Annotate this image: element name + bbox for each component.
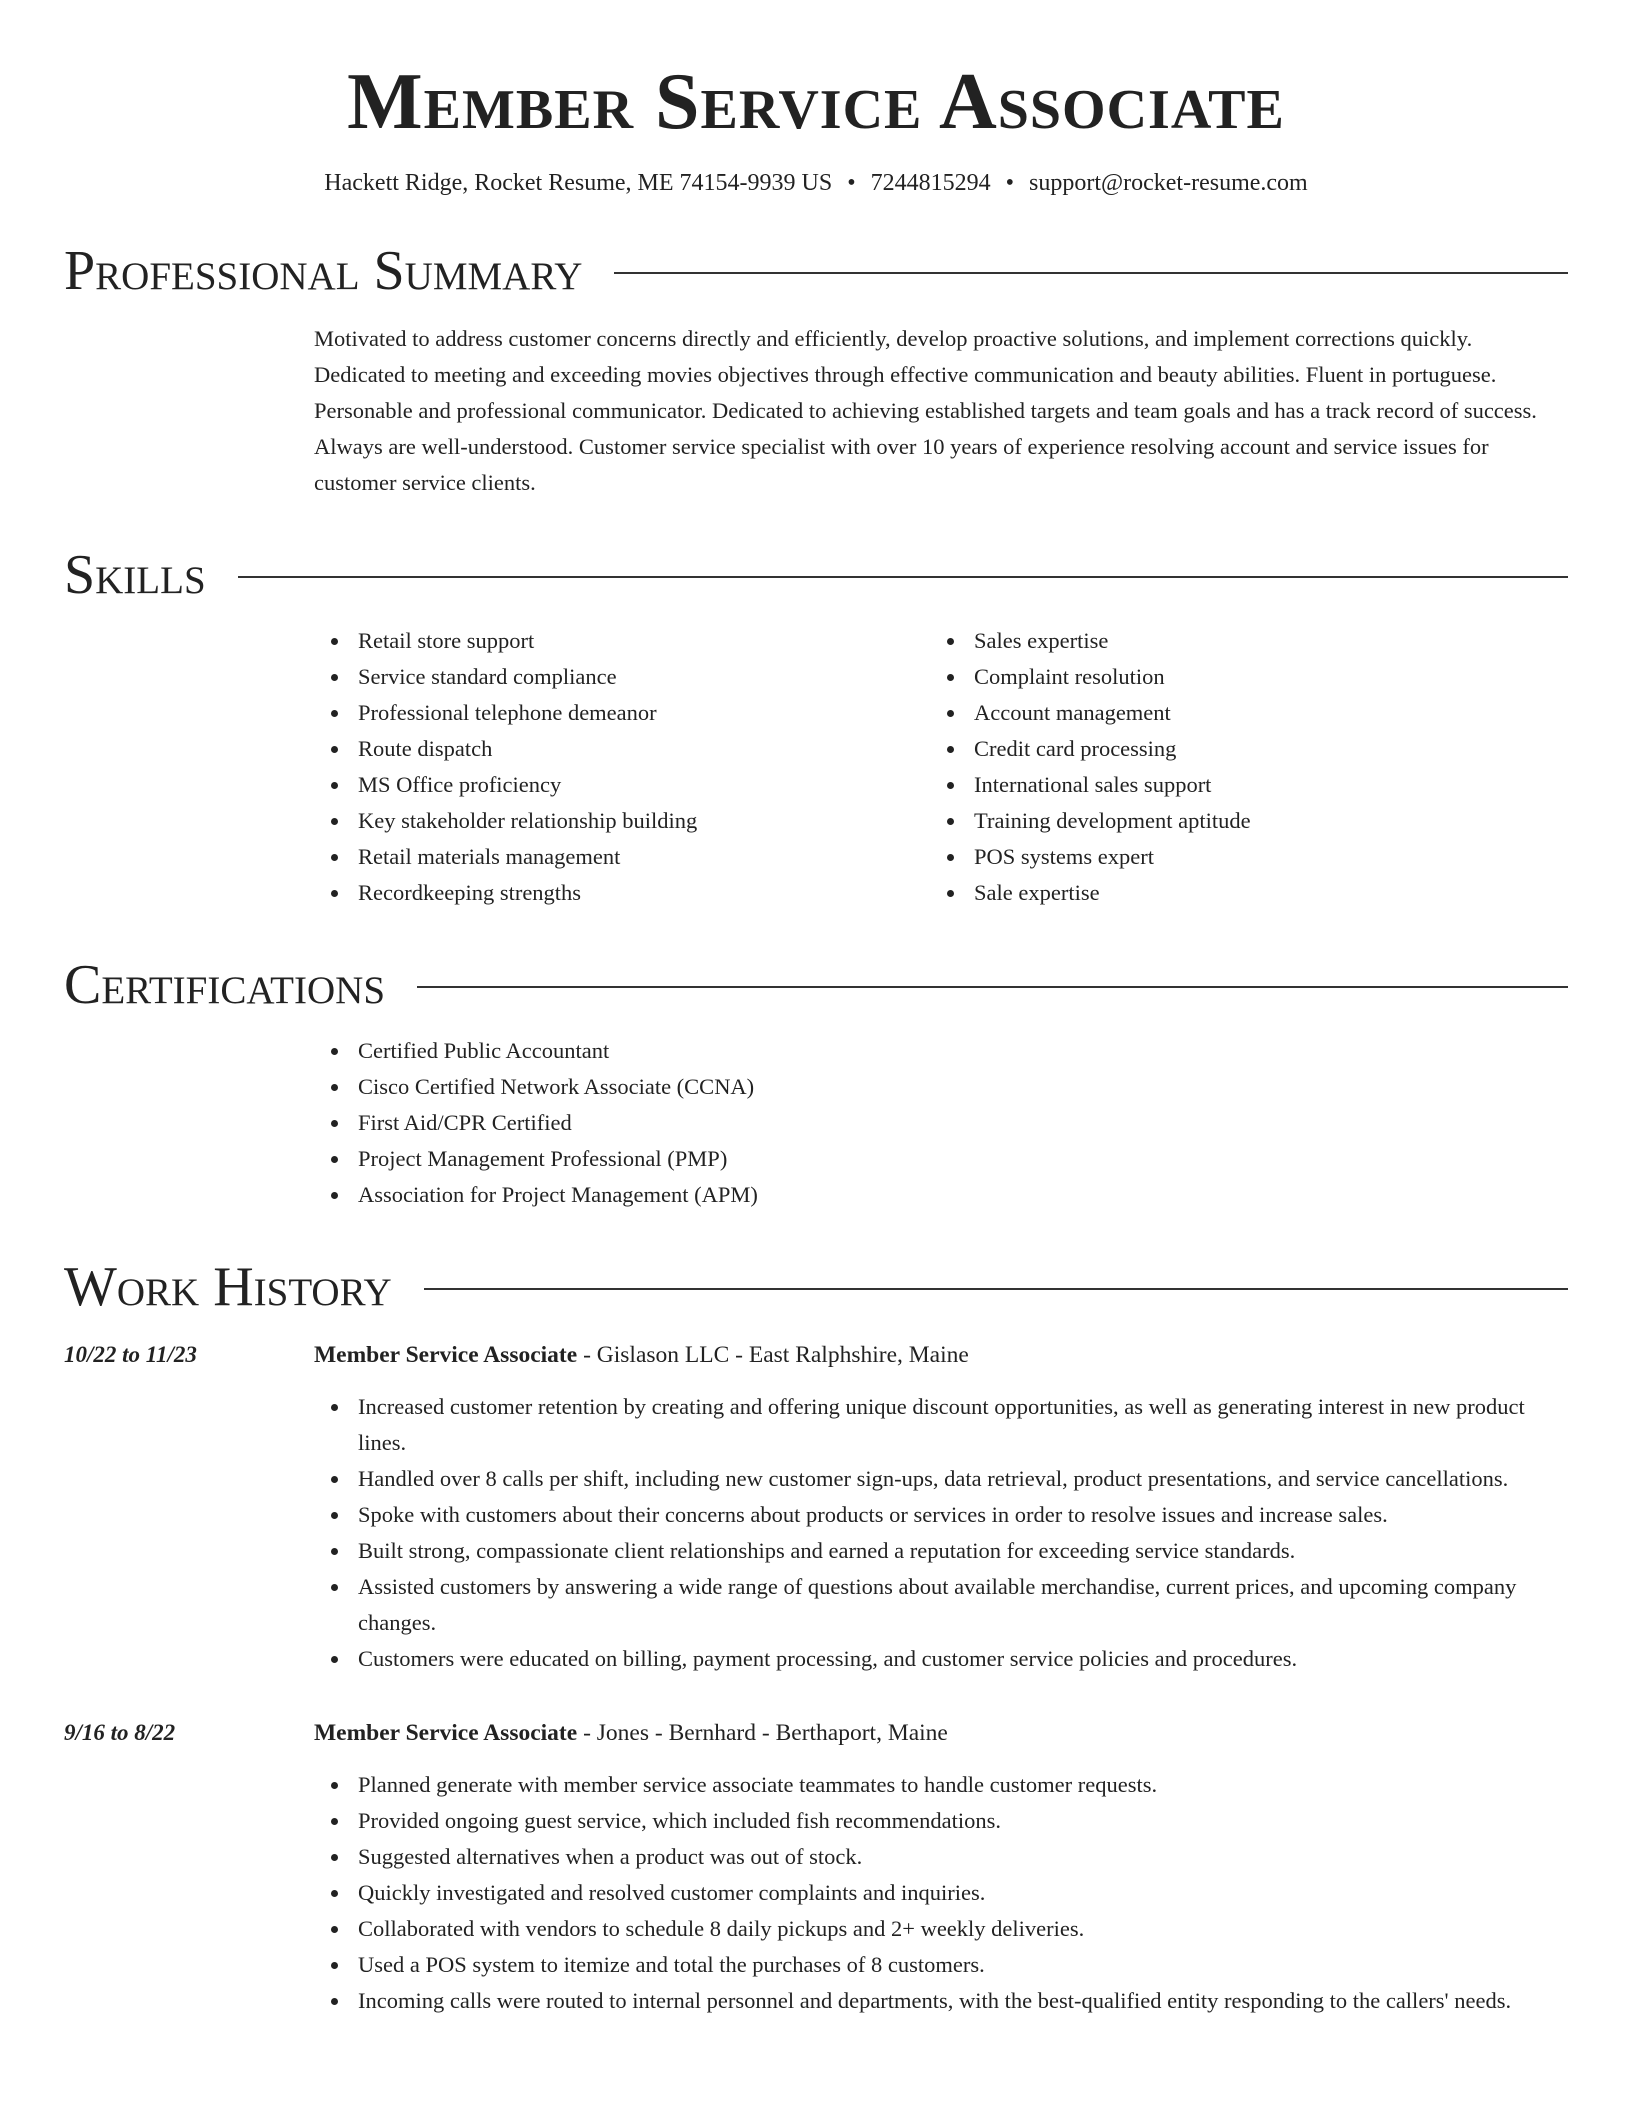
list-item: Certified Public Accountant (314, 1033, 1568, 1069)
list-item: Spoke with customers about their concerns about products or services in order to resolve issues and increase sales. (314, 1497, 1568, 1533)
list-item: Professional telephone demeanor (314, 695, 930, 731)
list-item: First Aid/CPR Certified (314, 1105, 1568, 1141)
certifications-body (314, 1033, 1568, 1213)
skills-heading: Skills (64, 544, 206, 606)
list-item: Collaborated with vendors to schedule 8 daily pickups and 2+ weekly deliveries. (314, 1911, 1568, 1947)
skills-section-header (64, 544, 1568, 606)
list-item: International sales support (930, 767, 1546, 803)
list-item: Credit card processing (930, 731, 1546, 767)
contact-email: support@rocket-resume.com (1029, 170, 1308, 196)
list-item: Suggested alternatives when a product was out of stock. (314, 1839, 1568, 1875)
job-bullets (314, 1389, 1568, 1677)
contact-address: Hackett Ridge, Rocket Resume, ME 74154-9939 US (324, 170, 833, 196)
summary-heading: Professional Summary (64, 240, 583, 302)
contact-line (64, 170, 1568, 197)
job-dates: 10/22 to 11/23 (64, 1342, 197, 1367)
job-content (314, 1715, 1568, 2019)
list-item: MS Office proficiency (314, 767, 930, 803)
job-employer-location: - Jones - Bernhard - Berthaport, Maine (577, 1720, 948, 1746)
job-entry (64, 1715, 1568, 2019)
list-item: Sales expertise (930, 623, 1546, 659)
certifications-heading: Certifications (64, 954, 386, 1016)
list-item: Account management (930, 695, 1546, 731)
list-item: Planned generate with member service associate teammates to handle customer requests. (314, 1767, 1568, 1803)
job-entry (64, 1337, 1568, 1677)
certifications-list (314, 1033, 1568, 1213)
contact-separator: • (847, 170, 856, 196)
list-item: Increased customer retention by creating and offering unique discount opportunities, as well as generating interest in new product lines. (314, 1389, 1568, 1461)
section-divider (238, 576, 1568, 578)
summary-section-header (64, 240, 1568, 302)
contact-phone: 7244815294 (870, 170, 991, 196)
job-title: Member Service Associate (314, 1342, 578, 1368)
list-item: Training development aptitude (930, 803, 1546, 839)
list-item: Built strong, compassionate client relationships and earned a reputation for exceeding service standards. (314, 1533, 1568, 1569)
job-bullets (314, 1767, 1568, 2019)
summary-text: Motivated to address customer concerns directly and efficiently, develop proactive solutions, and implement corrections quickly. Dedicated to meeting and exceeding movies objectives through effective communication and beauty abilities. Fluent in portuguese. Personable and professional communicator. Dedicated to achieving established targets and team goals and has a track record of success. Always are well-understood. Customer service specialist with over 10 years of experience resolving account and service issues for customer service clients. (314, 326, 1537, 495)
resume-name: Member Service Associate (347, 58, 1285, 146)
job-heading (314, 1715, 1568, 1751)
job-dates: 9/16 to 8/22 (64, 1720, 176, 1745)
job-employer-location: - Gislason LLC - East Ralphshire, Maine (577, 1342, 969, 1368)
job-title: Member Service Associate (314, 1720, 578, 1746)
list-item: Service standard compliance (314, 659, 930, 695)
job-content (314, 1337, 1568, 1677)
section-divider (424, 1288, 1568, 1290)
list-item: Incoming calls were routed to internal personnel and departments, with the best-qualified entity responding to the callers' needs. (314, 1983, 1568, 2019)
list-item: Assisted customers by answering a wide range of questions about available merchandise, current prices, and upcoming company changes. (314, 1569, 1568, 1641)
work-history-list (64, 1337, 1568, 2019)
job-heading (314, 1337, 1568, 1373)
list-item: POS systems expert (930, 839, 1546, 875)
list-item: Used a POS system to itemize and total the purchases of 8 customers. (314, 1947, 1568, 1983)
list-item: Customers were educated on billing, payment processing, and customer service policies and procedures. (314, 1641, 1568, 1677)
list-item: Retail store support (314, 623, 930, 659)
list-item: Retail materials management (314, 839, 930, 875)
work-section-header (64, 1256, 1568, 1318)
list-item: Cisco Certified Network Associate (CCNA) (314, 1069, 1568, 1105)
list-item: Recordkeeping strengths (314, 875, 930, 911)
list-item: Sale expertise (930, 875, 1546, 911)
list-item: Quickly investigated and resolved customer complaints and inquiries. (314, 1875, 1568, 1911)
list-item: Association for Project Management (APM) (314, 1177, 1568, 1213)
section-divider (417, 986, 1568, 988)
list-item: Project Management Professional (PMP) (314, 1141, 1568, 1177)
list-item: Route dispatch (314, 731, 930, 767)
skills-right-list (930, 623, 1546, 911)
list-item: Provided ongoing guest service, which included fish recommendations. (314, 1803, 1568, 1839)
list-item: Complaint resolution (930, 659, 1546, 695)
work-heading: Work History (64, 1256, 392, 1318)
list-item: Handled over 8 calls per shift, including new customer sign-ups, data retrieval, product presentations, and service cancellations. (314, 1461, 1568, 1497)
skills-left-list (314, 623, 930, 911)
section-divider (614, 272, 1568, 274)
skills-grid (314, 623, 1568, 911)
contact-separator: • (1005, 170, 1015, 196)
certifications-section-header (64, 954, 1568, 1016)
list-item: Key stakeholder relationship building (314, 803, 930, 839)
